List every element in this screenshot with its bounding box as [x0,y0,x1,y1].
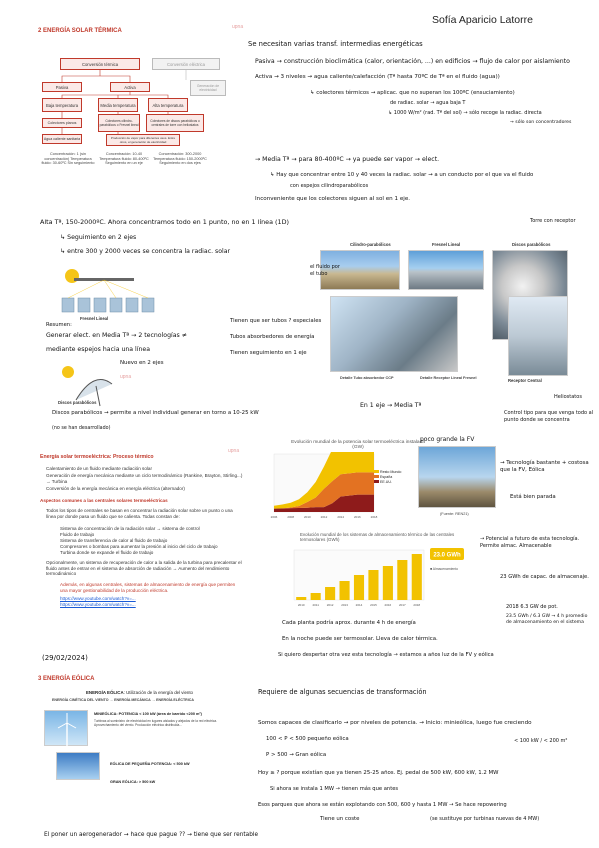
bullet: Generación de energía mecánica mediante un ciclo termodinámico (Rankine, Brayton, Stirling...) → Turbina [46,473,243,484]
box-activa: Activa [110,82,150,92]
note-line: Tienen que ser tubos ? especiales [230,318,322,324]
note-line: mediante espejos hacia una línea [46,346,151,353]
x-tick-label: 2010 [303,515,311,519]
legend-label: ■ Almacenamiento [430,567,459,571]
note-line: → sólo son concentradores [510,120,572,125]
note-line: 23 GWh de capac. de almacenaje. [500,574,589,580]
upna-logo: upna [232,24,244,30]
note-mid: Concentración: 10-40 Temperatura fluido: 80-400ºC Seguimiento en un eje [99,152,149,166]
label-fresnel-small: Fresnel Lineal [80,316,109,321]
fresnel-illustration [54,264,164,324]
label-disc-small: Discos parabólicos [58,400,97,405]
note-line: Control tipo para que venga todo al punto donde se concentra [504,410,594,423]
x-tick-label: 2011 [312,603,319,607]
photo-fresnel-lineal [408,250,484,290]
box-pasiva: Pasiva [42,82,82,92]
note-line: Nuevo en 2 ejes [120,360,164,366]
note-line: de radiac. solar → agua baja T [390,100,466,106]
x-tick-label: 2008 [287,515,295,519]
note-line: → Tecnología bastante + costosa que la FV, Eólica [500,460,589,474]
chart-potencia-instalada [270,452,402,522]
box-conversion-termica: Conversión térmica [60,58,140,70]
label-detalle-fresnel: Detalle Receptor Lineal Fresnel [420,376,477,380]
box-generacion: Generación de electricidad [190,80,226,96]
wind-definition: ENERGÍA EÓLICA: Utilización de la energía del viento [86,690,193,695]
note-line: Tiene un coste [320,816,360,822]
note-line: ↳ Seguimiento en 2 ejes [60,234,137,241]
box-colectores-ccp: Colectores cilindro-parabólicos o Fresnel lineal [98,114,140,132]
bullet: Conversión de la energía mecánica en energía eléctrica (alternador) [46,486,185,491]
body-text: Todos los tipos de centrales se basan en concentrar la radiación solar sobre un punto o una línea por donde pasa un fluido que se calienta. Todas constan de: [46,508,233,519]
note-high: Concentración: 300-2000 Temperatura fluido: 150-2000ºC Seguimiento en dos ejes [153,152,207,166]
note-line: Resumen: [46,322,72,328]
x-tick-label: 2013 [341,603,348,607]
x-tick-label: 2016 [353,515,361,519]
note-line: En la noche puede ser termosolar. Lleva de calor térmica. [282,636,438,642]
box-colectores-planos: Colectores planos [42,118,82,128]
list-item: Sistema de concentración de la radiación solar → sistema de control [60,526,200,531]
box-media-temperatura: Media temperatura [98,98,138,112]
bar [412,554,422,600]
box-colectores-discos: Colectores de discos parabólicos o centrales de torre con heliostatos [146,114,204,132]
box-baja-temperatura: Baja temperatura [42,98,82,112]
section3-subtitle: Aspectos comunes a las centrales solares termoeléctricas [40,498,168,503]
box-conversion-electrica: Conversión eléctrica [152,58,220,70]
note-line: Hoy ≥ ? porque existían que ya tienen 25-25 años. Ej. pedal de 500 kW, 600 kW, 1.2 MW [258,770,499,776]
annotation-badge [430,548,464,560]
energy-chain: ENERGÍA CINÉTICA DEL VIENTO → ENERGÍA MECÁNICA → ENERGÍA ELÉCTRICA [52,698,194,702]
upna-logo: upna [228,448,240,454]
bar [340,581,350,600]
note-line: Discos parabólicos → permite a nivel individual generar en torno a 10-25 kW [52,410,259,416]
note-line: ↳ entre 300 y 2000 veces se concentra la radiac. solar [60,248,231,255]
list-item: Turbina donde se expande el fluido de trabajo [60,550,154,555]
note-line: Esos parques que ahora se están explotando con 500, 600 y hasta 1 MW → Se hace repowering [258,802,507,808]
video-link[interactable]: https://www.youtube.com/watch?v=... [60,596,136,601]
note-line: Está bien parada [510,494,556,500]
bar [383,566,393,600]
x-tick-label: 2015 [370,603,377,607]
note-line: P > 500 → Gran eólica [266,752,327,758]
section3-title: Energía solar termoeléctrica: Proceso térmico [40,454,154,460]
note-line: Torre con receptor [530,218,576,224]
note-line: < 100 kW / < 200 m² [514,738,568,744]
bar [311,593,321,600]
photo-receptor-central [508,296,568,376]
note-line: con espejos cilindroparabólicos [290,183,369,189]
label-detalle-ccp: Detalle Tubo absorbedor CCP [340,376,394,380]
note-line: (no se han desarrollado) [52,426,111,431]
chart-almacenamiento [290,546,470,608]
note-date: (29/02/2024) [42,654,88,662]
note-line: Activa → 3 niveles → agua caliente/calefacción (Tª hasta 70ºC de Tª en el fluido (agua)) [255,74,500,80]
x-tick-label: 2014 [337,515,345,519]
photo-solar-tower [418,446,496,508]
list-item: Compresores o bombas para aumentar la presión al inicio del ciclo de trabajo [60,544,218,549]
mini-desc: Turbinas al suministro de electricidad en lugares aislados y alejados de la red eléctrica. Aprovechamiento del viento. Producción eléctrica distribuida... [94,719,218,727]
box-agua-caliente: Agua caliente sanitaria [42,134,82,144]
x-tick-label: 2018 [370,515,378,519]
note-line: 100 < P < 500 pequeño eólica [266,736,349,742]
note-line: ↳ Hay que concentrar entre 10 y 40 veces la radiac. solar → a un conducto por el que va el fluido [270,172,534,178]
note-line: Requiere de algunas secuencias de transformación [258,688,427,696]
note-line: Heliostatos [554,394,582,400]
legend-label: EE.UU. [380,480,392,485]
x-tick-label: 2012 [320,515,328,519]
note-line: poco grande la FV [420,436,475,443]
note-line: 2018 6.3 GW de pot. [506,604,558,610]
bar [368,570,378,600]
x-tick-label: 2017 [398,603,406,607]
note-line: Generar elect. en Media Tª → 2 tecnologías ≠ [46,332,187,339]
note-line: Tienen seguimiento en 1 eje [230,350,307,356]
note-line: En 1 eje → Media Tª [360,402,422,409]
note-line: Tubos absorbedores de energía [230,334,315,340]
note-line: (se sustituye por turbinas nuevas de 4 MW) [430,816,540,822]
x-tick-label: 2016 [384,603,392,607]
note-line: → Potencial a futuro de esta tecnología. Permite almac. Almacenable [480,536,580,549]
legend-label: España [380,475,393,480]
label-receptor: Receptor Central [508,378,542,383]
photo-pequena-eolica [56,752,100,780]
section4-title: 3 ENERGÍA EÓLICA [38,676,95,682]
x-tick-label: 2018 [413,603,421,607]
video-link[interactable]: https://www.youtube.com/watch?v=... [60,602,136,607]
bar [354,575,364,600]
x-tick-label: 2014 [355,603,363,607]
optional-text: Opcionalmente, un sistema de recuperación de calor a la salida de la turbina para precalentar el fluido antes de entrar en el sistema de absorción de radiación → Aumento del rendimiento termodinámico [46,560,242,577]
note-line: Somos capaces de clasificarlo → por niveles de potencia. → Inicio: minieólica, luego fue creciendo [258,720,532,726]
note-line: El poner un aerogenerador → hace que pague ?? → tiene que ser rentable [44,832,259,838]
list-item: Sistema de transferencia de calor al fluido de trabajo [60,538,168,543]
storage-text: Además, en algunas centrales, sistemas de almacenamiento de energía que permiten una mayor gestionabilidad de la producción eléctrica. [60,582,236,593]
def-text: Utilización de la energía del viento [126,690,193,695]
large-title: GRAN EÓLICA: > 500 kW [110,780,156,784]
note-line: Pasiva → construcción bioclimática (calor, orientación, ...) en edificios → flujo de calor por aislamiento [255,58,570,65]
note-line: Si ahora se instala 1 MW → tienen más que antes [270,786,399,792]
note-line: el fluido por el tubo [310,264,340,277]
annotation-label: 23.0 GWh [433,552,461,559]
label-discos: Discos parabólicos [512,242,551,247]
note-line: ↳ colectores térmicos → aplicac. que no superan los 100ºC (ensuciamiento) [310,90,515,96]
x-tick-label: 2010 [297,603,305,607]
x-tick-label: 2006 [270,515,278,519]
box-alta-temperatura: Alta temperatura [148,98,188,112]
note-line: 23.5 GWh / 6.3 GW → 4 h promedio de almacenamiento en el sistema [506,614,588,626]
note-line: ↳ 1000 W/m² (rad. Tª del sol) → sólo recoge la radiac. directa [388,110,542,116]
photo-ccp-detail [330,296,458,372]
bar [397,560,407,600]
note-low: Concentración: 1 (sin concentración) Temperatura fluido: 30-60ºC Sin seguimiento [41,152,95,166]
box-produccion-vapor: Producción de vapor para diferentes usos. Entre otros, el generación de electricidad [106,134,180,146]
note-line: Inconveniente que los colectores siguen al sol en 1 eje. [255,196,411,202]
section1-title: 2 ENERGÍA SOLAR TÉRMICA [38,28,122,34]
bar [296,597,306,600]
note-line: Si quiero despertar otra vez esta tecnología → estamos a años luz de la FV y eólica [278,652,494,658]
mini-title: MINIEÓLICA: POTENCIA < 100 kW (área de barrido <200 m²) [94,712,202,716]
chart1-title: Evolución mundial de la potencia solar termoeléctrica instalada (GW) [291,440,425,450]
bar [325,587,335,600]
bullet: Calentamiento de un fluido mediante radiación solar [46,466,152,471]
upna-logo: upna [120,374,132,380]
chart1-legend [374,470,401,485]
chart2-title: Evolución mundial de los sistemas de almacenamiento térmico de las centrales termosolares (GWh) [300,532,455,542]
legend-label: Resto Mundo [380,470,402,474]
diagram-connectors [0,0,260,150]
note-line: Se necesitan varias transf. intermedias energéticas [248,40,423,48]
author-name: Sofía Aparicio Latorre [432,14,533,26]
label-ccp: Cilindro-parabólicos [350,242,391,247]
def-title: ENERGÍA EÓLICA [86,690,124,695]
note-line: → Media Tª → para 80-400ºC → ya puede ser vapor → elect. [255,156,440,163]
x-tick-label: 2012 [326,603,334,607]
chart-source: (Fuente: REN21) [440,512,469,516]
note-line: Alta Tª, 150-2000ºC. Ahora concentramos todo en 1 punto, no en 1 línea (1D) [40,218,290,226]
label-fresnel: Fresnel Lineal [432,242,461,247]
legend-item [374,480,401,485]
list-item: Fluido de trabajo [60,532,95,537]
small-title: EÓLICA DE PEQUEÑA POTENCIA: < 500 kW [110,762,190,766]
note-line: Cada planta podría aprox. durante 4 h de energía [282,620,416,626]
photo-minieolica [44,710,88,746]
wind-turbine-icon [45,711,89,747]
